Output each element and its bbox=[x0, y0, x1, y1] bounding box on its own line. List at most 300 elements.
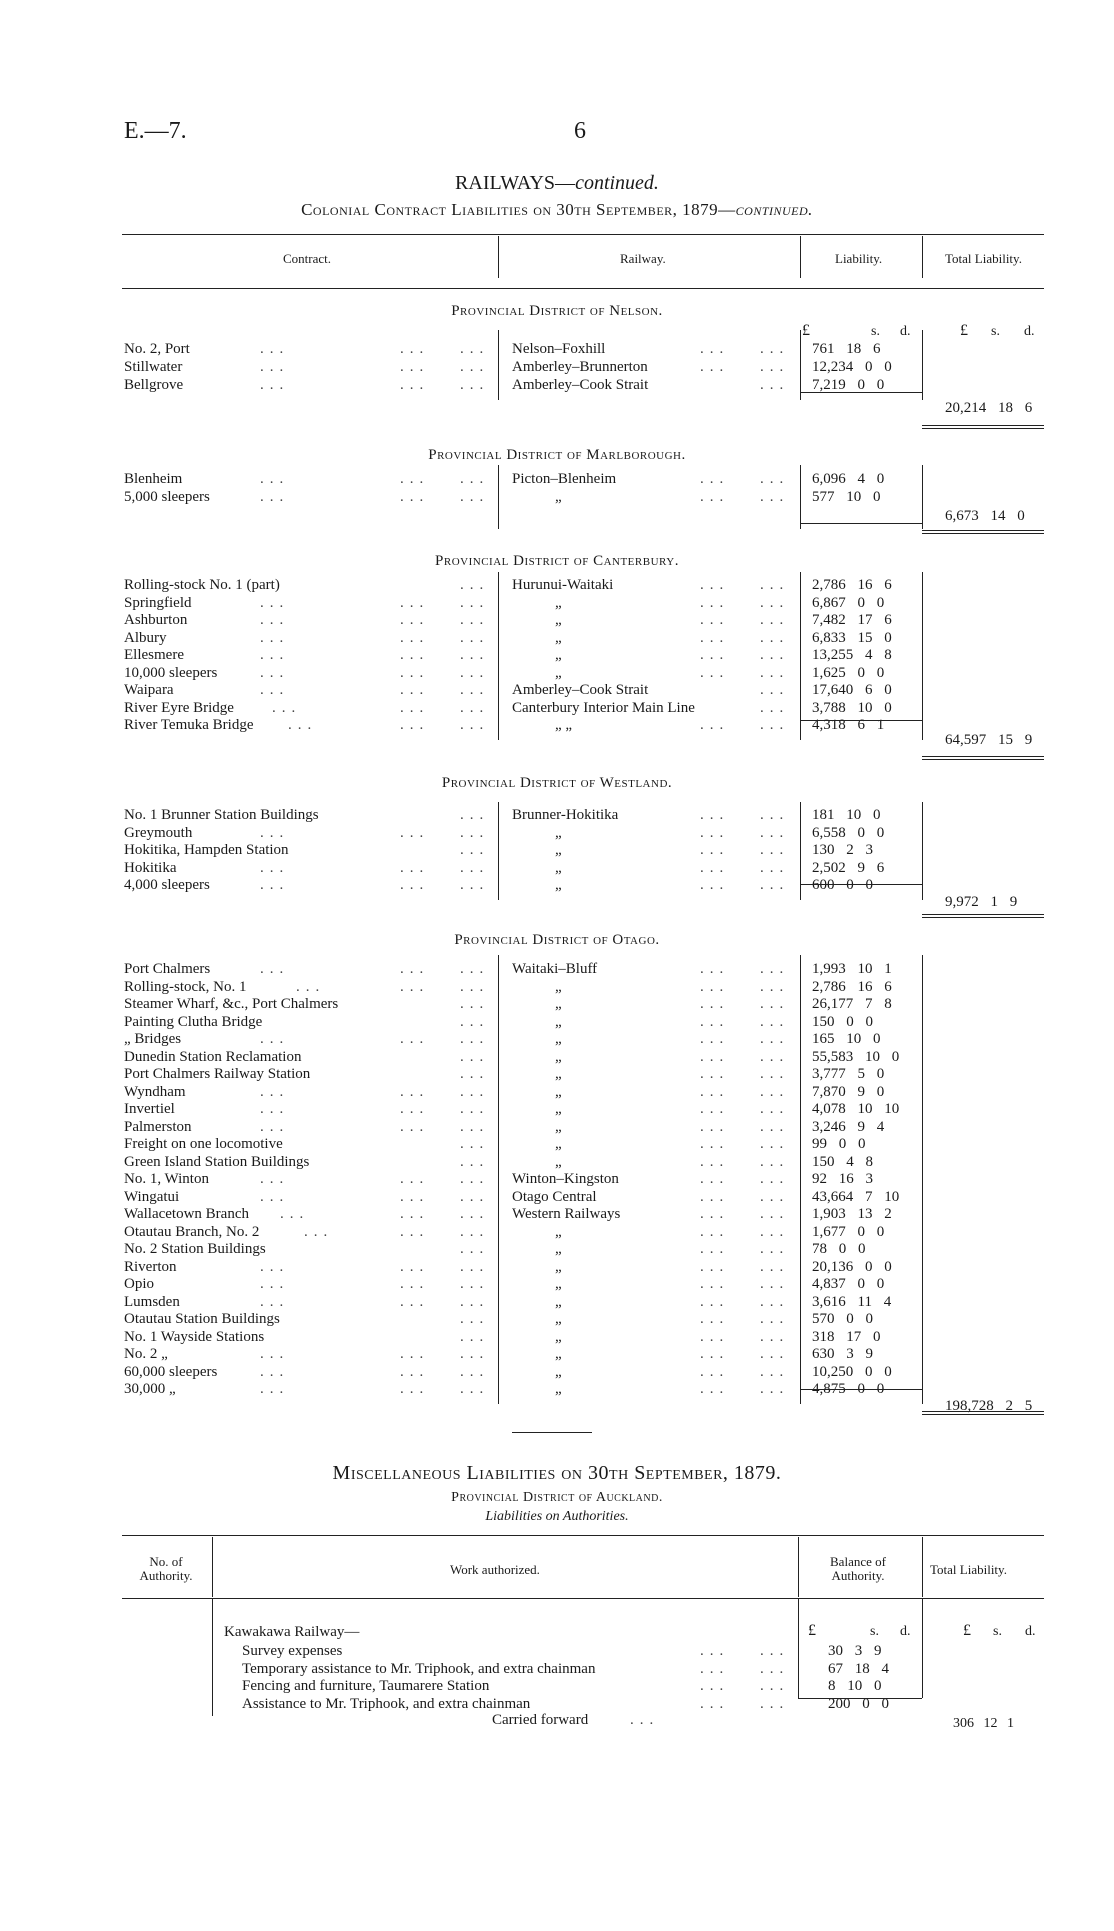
leader-dots: ... bbox=[760, 1206, 790, 1222]
table-row bbox=[0, 1100, 1114, 1118]
table-row bbox=[0, 1660, 1114, 1678]
contract-name: River Temuka Bridge bbox=[124, 717, 254, 733]
liability-value: 3,788 10 0 bbox=[812, 699, 892, 716]
misc-subtitle: Liabilities on Authorities. bbox=[485, 1509, 629, 1524]
leader-dots: ... bbox=[260, 1363, 290, 1380]
leader-dots: ... bbox=[760, 1311, 790, 1327]
table-top-rule bbox=[122, 234, 1044, 235]
leader-dots: ... bbox=[700, 612, 730, 628]
contract-name: No. 1 Wayside Stations bbox=[124, 1328, 265, 1345]
liability-value: 1,903 13 2 bbox=[812, 1206, 892, 1222]
railway-name: „ bbox=[555, 1381, 562, 1397]
liability-value: 55,583 10 0 bbox=[812, 1048, 900, 1065]
leader-dots: ... bbox=[460, 629, 490, 646]
table-row bbox=[0, 1013, 1114, 1031]
railway-name: „ bbox=[555, 859, 562, 876]
table-row bbox=[0, 1293, 1114, 1311]
railway-name: „ bbox=[555, 996, 562, 1012]
railway-name: Amberley–Brunnerton bbox=[512, 359, 648, 375]
leader-dots: ... bbox=[700, 1083, 730, 1100]
leader-dots: ... bbox=[760, 1188, 790, 1205]
liability-value: 6,096 4 0 bbox=[812, 471, 885, 487]
leader-dots: ... bbox=[460, 1136, 490, 1152]
leader-dots: ... bbox=[260, 1031, 290, 1047]
liability-value: 1,677 0 0 bbox=[812, 1223, 885, 1240]
table-row bbox=[0, 664, 1114, 682]
leader-dots: ... bbox=[700, 1381, 730, 1397]
leader-dots: ... bbox=[272, 699, 302, 716]
liability-value: 150 0 0 bbox=[812, 1013, 873, 1030]
leader-dots: ... bbox=[260, 664, 290, 681]
liability-value: 2,786 16 6 bbox=[812, 577, 892, 593]
railway-name: „ bbox=[555, 1346, 562, 1362]
table-row bbox=[0, 629, 1114, 647]
table-row bbox=[0, 1363, 1114, 1381]
leader-dots: ... bbox=[400, 664, 430, 681]
leader-dots: ... bbox=[700, 1276, 730, 1292]
leader-dots: ... bbox=[700, 1188, 730, 1205]
table-row bbox=[0, 594, 1114, 612]
contract-name: 10,000 sleepers bbox=[124, 664, 218, 681]
leader-dots: ... bbox=[700, 824, 730, 841]
leader-dots: ... bbox=[700, 1101, 730, 1117]
leader-dots: ... bbox=[760, 978, 790, 995]
leader-dots: ... bbox=[700, 1031, 730, 1047]
liability-value: 318 17 0 bbox=[812, 1328, 881, 1345]
leader-dots: ... bbox=[760, 1031, 790, 1047]
leader-dots: ... bbox=[260, 489, 290, 505]
leader-dots: ... bbox=[760, 1328, 790, 1345]
railway-name: „ bbox=[555, 1276, 562, 1292]
railway-name: „ bbox=[555, 1311, 562, 1327]
liability-value: 2,502 9 6 bbox=[812, 859, 885, 876]
page-title bbox=[0, 172, 1114, 195]
subtotal-rule bbox=[800, 392, 922, 393]
leader-dots: ... bbox=[400, 1276, 430, 1292]
contract-name: Steamer Wharf, &c., Port Chalmers bbox=[124, 996, 339, 1012]
leader-dots: ... bbox=[760, 1066, 790, 1082]
table-row bbox=[0, 1118, 1114, 1136]
leader-dots: ... bbox=[400, 1346, 430, 1362]
leader-dots: ... bbox=[760, 612, 790, 628]
leader-dots: ... bbox=[460, 1241, 490, 1257]
leader-dots: ... bbox=[700, 1223, 730, 1240]
railway-name: Waitaki–Bluff bbox=[512, 961, 598, 977]
leader-dots: ... bbox=[700, 1171, 730, 1187]
leader-dots: ... bbox=[460, 1363, 490, 1380]
contract-name: Ashburton bbox=[124, 612, 188, 628]
railway-name: „ bbox=[555, 1363, 562, 1380]
table-row bbox=[0, 358, 1114, 376]
leader-dots: ... bbox=[400, 1101, 430, 1117]
leader-dots: ... bbox=[260, 1346, 290, 1362]
leader-dots: ... bbox=[460, 1048, 490, 1065]
contract-name: No. 2 „ bbox=[124, 1346, 168, 1362]
table-row bbox=[0, 806, 1114, 824]
contract-name: Wallacetown Branch bbox=[124, 1206, 249, 1222]
leader-dots: ... bbox=[460, 1153, 490, 1170]
liability-value: 78 0 0 bbox=[812, 1241, 866, 1257]
leader-dots: ... bbox=[460, 471, 490, 487]
railway-name: „ bbox=[555, 1241, 562, 1257]
contract-name: Bellgrove bbox=[124, 377, 184, 393]
leader-dots: ... bbox=[460, 1083, 490, 1100]
subtotal-rule bbox=[800, 1389, 922, 1390]
table-row bbox=[0, 1695, 1114, 1713]
leader-dots: ... bbox=[460, 1346, 490, 1362]
balance-value: 67 18 4 bbox=[828, 1660, 889, 1677]
header-divider bbox=[498, 236, 499, 278]
work-description: Fencing and furniture, Taumarere Station bbox=[242, 1678, 490, 1694]
railway-name: Hurunui-Waitaki bbox=[512, 577, 614, 593]
leader-dots: ... bbox=[700, 1258, 730, 1275]
leader-dots: ... bbox=[400, 1258, 430, 1275]
leader-dots: ... bbox=[460, 682, 490, 698]
leader-dots: ... bbox=[296, 978, 326, 995]
leader-dots: ... bbox=[460, 996, 490, 1012]
subtotal-rule bbox=[800, 884, 922, 885]
leader-dots: ... bbox=[400, 1381, 430, 1397]
column-header-balance: Balance of Authority. bbox=[830, 1554, 886, 1583]
leader-dots: ... bbox=[460, 594, 490, 611]
liability-value: 165 10 0 bbox=[812, 1031, 881, 1047]
liability-value: 26,177 7 8 bbox=[812, 996, 892, 1012]
contract-name: Rolling-stock No. 1 (part) bbox=[124, 577, 280, 593]
table-row bbox=[0, 1380, 1114, 1398]
section-heading: Provincial District of Marlborough. bbox=[428, 447, 686, 463]
leader-dots: ... bbox=[400, 489, 430, 505]
leader-dots: ... bbox=[700, 1066, 730, 1082]
subtitle-italic: continued. bbox=[735, 200, 813, 219]
contract-name: Port Chalmers bbox=[124, 961, 211, 977]
header-divider bbox=[212, 1537, 213, 1597]
subtotal-rule bbox=[800, 720, 922, 721]
subtitle-main: Colonial Contract Liabilities on 30th September, 1879— bbox=[301, 200, 736, 219]
leader-dots: ... bbox=[760, 717, 790, 733]
leader-dots: ... bbox=[460, 1311, 490, 1327]
work-description: Survey expenses bbox=[242, 1643, 343, 1659]
contract-name: Wyndham bbox=[124, 1083, 186, 1100]
liability-value: 2,786 16 6 bbox=[812, 978, 892, 995]
column-header-liability: Liability. bbox=[835, 251, 883, 266]
leader-dots: ... bbox=[760, 1171, 790, 1187]
leader-dots: ... bbox=[760, 577, 790, 593]
contract-name: Otautau Station Buildings bbox=[124, 1311, 280, 1327]
table-row bbox=[0, 1275, 1114, 1293]
liability-value: 3,777 5 0 bbox=[812, 1066, 885, 1082]
railway-name: Canterbury Interior Main Line bbox=[512, 699, 695, 716]
railway-name: „ bbox=[555, 664, 562, 681]
balance-value: 30 3 9 bbox=[828, 1643, 882, 1659]
contract-name: 30,000 „ bbox=[124, 1381, 176, 1397]
railway-name: Amberley–Cook Strait bbox=[512, 377, 649, 393]
liability-value: 4,837 0 0 bbox=[812, 1276, 885, 1292]
leader-dots: ... bbox=[760, 1013, 790, 1030]
leader-dots: ... bbox=[700, 664, 730, 681]
leader-dots: ... bbox=[260, 359, 290, 375]
leader-dots: ... bbox=[260, 682, 290, 698]
liability-value: 570 0 0 bbox=[812, 1311, 873, 1327]
railway-name: „ bbox=[555, 1328, 562, 1345]
column-header-total: Total Liability. bbox=[945, 251, 1022, 266]
liability-value: 43,664 7 10 bbox=[812, 1188, 900, 1205]
leader-dots: ... bbox=[760, 1381, 790, 1397]
misc-title: Miscellaneous Liabilities on 30th September, 1879. bbox=[332, 1462, 782, 1484]
section-heading: Provincial District of Otago. bbox=[454, 932, 660, 948]
railway-name: „ bbox=[555, 842, 562, 858]
leader-dots: ... bbox=[760, 647, 790, 663]
contract-name: Port Chalmers Railway Station bbox=[124, 1066, 311, 1082]
railway-name: „ bbox=[555, 1118, 562, 1135]
leader-dots: ... bbox=[260, 341, 290, 357]
leader-dots: ... bbox=[260, 961, 290, 977]
railway-name: „ bbox=[555, 629, 562, 646]
contract-name: No. 2 Station Buildings bbox=[124, 1241, 266, 1257]
table-row bbox=[0, 876, 1114, 894]
contract-name: Albury bbox=[124, 629, 167, 646]
leader-dots: ... bbox=[460, 359, 490, 375]
leader-dots: ... bbox=[460, 1031, 490, 1047]
column-header-work: Work authorized. bbox=[450, 1562, 540, 1577]
work-description: Assistance to Mr. Triphook, and extra chainman bbox=[242, 1695, 531, 1712]
table-row bbox=[0, 1153, 1114, 1171]
work-description: Temporary assistance to Mr. Triphook, and extra chainman bbox=[242, 1660, 596, 1677]
unit-pence: d. bbox=[1024, 324, 1035, 339]
leader-dots: ... bbox=[700, 489, 730, 505]
misc-group-label: Kawakawa Railway— bbox=[224, 1624, 360, 1640]
total-double-rule bbox=[922, 914, 1044, 918]
header-divider bbox=[798, 1537, 799, 1597]
leader-dots: ... bbox=[700, 717, 730, 733]
leader-dots: ... bbox=[760, 824, 790, 841]
page-number: 6 bbox=[574, 118, 586, 144]
liability-value: 6,833 15 0 bbox=[812, 629, 892, 646]
leader-dots: ... bbox=[400, 1363, 430, 1380]
leader-dots: ... bbox=[700, 961, 730, 977]
contract-name: Riverton bbox=[124, 1258, 177, 1275]
leader-dots: ... bbox=[260, 471, 290, 487]
railway-name: Nelson–Foxhill bbox=[512, 341, 606, 357]
liability-value: 13,255 4 8 bbox=[812, 647, 892, 663]
liability-value: 4,318 6 1 bbox=[812, 717, 885, 733]
leader-dots: ... bbox=[400, 1083, 430, 1100]
railway-name: „ bbox=[555, 1258, 562, 1275]
leader-dots: ... bbox=[760, 377, 790, 393]
balance-value: 200 0 0 bbox=[828, 1695, 889, 1712]
leader-dots: ... bbox=[460, 1171, 490, 1187]
leader-dots: ... bbox=[460, 1206, 490, 1222]
table-row bbox=[0, 576, 1114, 594]
leader-dots: ... bbox=[260, 612, 290, 628]
misc-header-bottom-rule bbox=[122, 1598, 1044, 1599]
contract-name: Lumsden bbox=[124, 1293, 180, 1310]
railway-name: Picton–Blenheim bbox=[512, 471, 617, 487]
liability-value: 12,234 0 0 bbox=[812, 359, 892, 375]
contract-name: Waipara bbox=[124, 682, 174, 698]
table-row bbox=[0, 841, 1114, 859]
leader-dots: ... bbox=[260, 1101, 290, 1117]
section-total: 64,597 15 9 bbox=[945, 732, 1033, 748]
leader-dots: ... bbox=[700, 577, 730, 593]
contract-name: Opio bbox=[124, 1276, 154, 1292]
leader-dots: ... bbox=[760, 341, 790, 357]
contract-name: No. 1, Winton bbox=[124, 1171, 209, 1187]
leader-dots: ... bbox=[400, 377, 430, 393]
table-row bbox=[0, 1030, 1114, 1048]
leader-dots: ... bbox=[260, 629, 290, 646]
railway-name: „ bbox=[555, 647, 562, 663]
leader-dots: ... bbox=[760, 961, 790, 977]
leader-dots: ... bbox=[460, 377, 490, 393]
leader-dots: ... bbox=[400, 717, 430, 733]
contract-name: Wingatui bbox=[124, 1188, 180, 1205]
total-double-rule bbox=[922, 530, 1044, 534]
table-row bbox=[0, 1083, 1114, 1101]
liability-value: 92 16 3 bbox=[812, 1171, 873, 1187]
leader-dots: ... bbox=[400, 1293, 430, 1310]
leader-dots: ... bbox=[260, 377, 290, 393]
contract-name: Invertiel bbox=[124, 1101, 175, 1117]
leader-dots: ... bbox=[700, 996, 730, 1012]
liability-value: 1,993 10 1 bbox=[812, 961, 892, 977]
leader-dots: ... bbox=[460, 961, 490, 977]
section-total: 198,728 2 5 bbox=[945, 1398, 1033, 1414]
table-row bbox=[0, 1223, 1114, 1241]
table-row bbox=[0, 340, 1114, 358]
leader-dots: ... bbox=[460, 489, 490, 505]
contract-name: Ellesmere bbox=[124, 647, 184, 663]
liability-value: 20,136 0 0 bbox=[812, 1258, 892, 1275]
leader-dots: ... bbox=[460, 1328, 490, 1345]
contract-name: Painting Clutha Bridge bbox=[124, 1013, 263, 1030]
railway-name: Western Railways bbox=[512, 1206, 621, 1222]
table-row bbox=[0, 1065, 1114, 1083]
leader-dots: ... bbox=[700, 1678, 730, 1694]
leader-dots: ... bbox=[760, 1101, 790, 1117]
leader-dots: ... bbox=[400, 1031, 430, 1047]
section-total: 9,972 1 9 bbox=[945, 894, 1018, 910]
leader-dots: ... bbox=[260, 824, 290, 841]
table-row bbox=[0, 1642, 1114, 1660]
contract-name: Palmerston bbox=[124, 1118, 192, 1135]
section-total: 20,214 18 6 bbox=[945, 400, 1033, 416]
leader-dots: ... bbox=[460, 1258, 490, 1275]
leader-dots: ... bbox=[700, 647, 730, 663]
leader-dots: ... bbox=[700, 1695, 730, 1712]
table-row bbox=[0, 995, 1114, 1013]
leader-dots: ... bbox=[760, 682, 790, 698]
unit-pounds: £ bbox=[963, 1622, 971, 1639]
contract-name: Dunedin Station Reclamation bbox=[124, 1048, 302, 1065]
leader-dots: ... bbox=[400, 877, 430, 893]
leader-dots: ... bbox=[260, 1293, 290, 1310]
column-header-contract: Contract. bbox=[283, 251, 332, 266]
leader-dots: ... bbox=[400, 594, 430, 611]
contract-name: Springfield bbox=[124, 594, 192, 611]
leader-dots: ... bbox=[700, 1311, 730, 1327]
leader-dots: ... bbox=[760, 1695, 790, 1712]
leader-dots: ... bbox=[700, 1660, 730, 1677]
table-row bbox=[0, 1170, 1114, 1188]
leader-dots: ... bbox=[400, 359, 430, 375]
leader-dots: ... bbox=[460, 1276, 490, 1292]
subtotal-rule bbox=[798, 1698, 922, 1699]
balance-value: 8 10 0 bbox=[828, 1678, 882, 1694]
leader-dots: ... bbox=[700, 629, 730, 646]
leader-dots: ... bbox=[260, 594, 290, 611]
liability-value: 99 0 0 bbox=[812, 1136, 866, 1152]
leader-dots: ... bbox=[700, 807, 730, 823]
table-row bbox=[0, 681, 1114, 699]
header-divider bbox=[922, 1537, 923, 1597]
total-double-rule bbox=[922, 756, 1044, 760]
liability-value: 7,482 17 6 bbox=[812, 612, 892, 628]
leader-dots: ... bbox=[460, 978, 490, 995]
leader-dots: ... bbox=[700, 1153, 730, 1170]
leader-dots: ... bbox=[760, 1153, 790, 1170]
leader-dots: ... bbox=[700, 877, 730, 893]
leader-dots: ... bbox=[700, 1206, 730, 1222]
leader-dots: ... bbox=[460, 842, 490, 858]
leader-dots: ... bbox=[400, 1206, 430, 1222]
leader-dots: ... bbox=[760, 1241, 790, 1257]
column-header-total: Total Liability. bbox=[930, 1562, 1007, 1577]
leader-dots: ... bbox=[760, 1276, 790, 1292]
railway-name: Winton–Kingston bbox=[512, 1171, 619, 1187]
contract-name: Greymouth bbox=[124, 824, 193, 841]
leader-dots: ... bbox=[700, 341, 730, 357]
railway-name: „ bbox=[555, 489, 562, 505]
leader-dots: ... bbox=[460, 877, 490, 893]
leader-dots: ... bbox=[280, 1206, 310, 1222]
leader-dots: ... bbox=[460, 612, 490, 628]
leader-dots: ... bbox=[760, 1223, 790, 1240]
leader-dots: ... bbox=[400, 1171, 430, 1187]
liability-value: 17,640 6 0 bbox=[812, 682, 892, 698]
section-heading: Provincial District of Westland. bbox=[441, 775, 673, 791]
total-double-rule bbox=[922, 425, 1044, 429]
table-row bbox=[0, 1048, 1114, 1066]
column-header-authority: No. of Authority. bbox=[139, 1554, 193, 1583]
unit-pounds: £ bbox=[808, 1622, 816, 1639]
leader-dots: ... bbox=[304, 1223, 334, 1240]
leader-dots: ... bbox=[760, 1293, 790, 1310]
leader-dots: ... bbox=[400, 629, 430, 646]
contract-name: 4,000 sleepers bbox=[124, 877, 210, 893]
leader-dots: ... bbox=[460, 1101, 490, 1117]
leader-dots: ... bbox=[460, 859, 490, 876]
unit-shillings: s. bbox=[870, 1624, 879, 1639]
leader-dots: ... bbox=[400, 1118, 430, 1135]
table-row bbox=[0, 1258, 1114, 1276]
leader-dots: ... bbox=[400, 1188, 430, 1205]
table-row bbox=[0, 470, 1114, 488]
leader-dots: ... bbox=[760, 359, 790, 375]
liability-value: 7,870 9 0 bbox=[812, 1083, 885, 1100]
railway-name: Amberley–Cook Strait bbox=[512, 682, 649, 698]
liability-value: 3,616 11 4 bbox=[812, 1293, 892, 1310]
leader-dots: ... bbox=[760, 699, 790, 716]
contract-name: Hokitika, Hampden Station bbox=[124, 842, 289, 858]
railway-name: „ „ bbox=[555, 717, 573, 733]
table-row bbox=[0, 699, 1114, 717]
leader-dots: ... bbox=[260, 1258, 290, 1275]
table-row bbox=[0, 1240, 1114, 1258]
leader-dots: ... bbox=[460, 1066, 490, 1082]
liability-value: 600 0 0 bbox=[812, 877, 873, 893]
leader-dots: ... bbox=[260, 859, 290, 876]
leader-dots: ... bbox=[700, 359, 730, 375]
